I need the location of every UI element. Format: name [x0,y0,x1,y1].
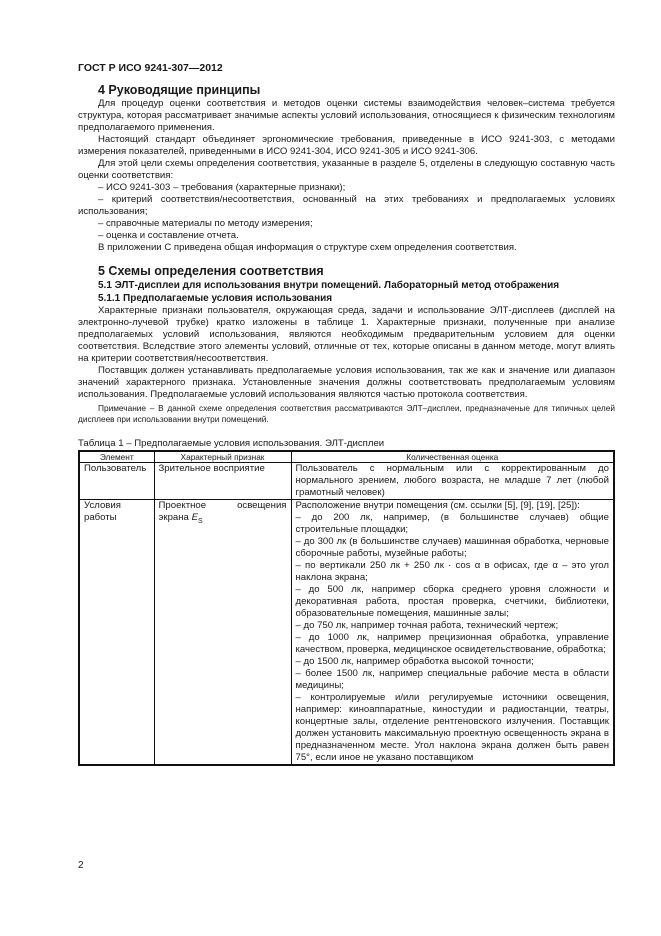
paragraph: – справочные материалы по методу измерения; [98,218,313,229]
cell-element: Пользователь [79,463,154,500]
cell-assessment [291,463,614,500]
paragraph: В приложении С приведена общая информация о структуре схем определения соответствия. [98,242,517,253]
table-row [79,500,614,766]
assessment-line: Расположение внутри помещения (см. ссылки [5], [9], [19], [25]): [295,500,580,511]
conditions-table [78,450,615,766]
assessment-line: – до 1500 лк, например обработка высокой точности; [295,656,534,667]
section-5-title: 5 Схемы определения соответствия [98,264,324,278]
assessment-line: – до 500 лк, например сборка среднего уровня сложности и декоративная работа, простая проверка, счетчики, библиотеки, образовательные помещения, машинные залы; [295,584,609,619]
assessment-line: Пользователь с нормальным или с корректированным до нормального зрением, любого возраста, не младше 7 лет (любой грамотный человек) [295,463,609,498]
paragraph: – критерий соответствия/несоответствия, основанный на этих требованиях и предполагаемых условиях использования; [78,194,615,217]
feature-text: Проектное освещения экрана [158,500,287,523]
cell-element: Условия работы [79,500,154,766]
table-row [79,463,614,500]
paragraph: Настоящий стандарт объединяет эргономические требования, приведенные в ИСО 9241-303, с методами измерения показателей, приведенными в ИСО 9241-304, ИСО 9241-305 и ИСО 9241-306. [78,134,615,157]
assessment-line: – до 1000 лк, например прецизионная обработка, управление качеством, проверка, медицинское освидетельствование, обработка; [295,632,609,655]
assessment-line: – до 200 лк, например, (в большинстве случаев) общие строительные площадки; [295,512,609,535]
table-header-row [79,451,614,463]
document-page [78,62,615,766]
table-caption: Таблица 1 – Предполагаемые условия использования. ЭЛТ-дисплеи [78,438,385,449]
section-5-1-title: 5.1 ЭЛТ-дисплеи для использования внутри помещений. Лабораторный метод отображения [98,280,560,291]
cell-assessment [291,500,614,766]
document-code: ГОСТ Р ИСО 9241-307—2012 [78,62,223,74]
paragraph: Для этой цели схемы определения соответствия, указанные в разделе 5, отделены в следующую составную часть оценки соответствия: [78,158,615,181]
section-4-title: 4 Руководящие принципы [98,83,261,97]
header-feature: Характерный признак [154,451,291,463]
paragraph: Для процедур оценки соответствия и методов оценки системы взаимодействия человек–система требуется структура, которая рассматривает значимые аспекты условий использования, относящиеся к физическим технологиям предполагаемого применения. [78,98,615,133]
assessment-line: – по вертикали 250 лк + 250 лк · cos α в офисах, где α – это угол наклона экрана; [295,560,609,583]
note: Примечание – В данной схеме определения соответствия рассматриваются ЭЛТ–дисплеи, предназначеные для типичных целей дисплеев при использовании внутри помещений. [78,403,615,424]
feature-symbol: E [191,512,198,523]
paragraph: – ИСО 9241-303 – требования (характерные признаки); [98,182,346,193]
section-5-1-1-title: 5.1.1 Предполагаемые условия использования [98,293,333,304]
assessment-line: – контролируемые и/или регулируемые источники освещения, например: киноаппаратные, киностудии и радиостанции, театры, концертные залы, отделение рентгеновского излучения. Поставщик должен установить максимальную проектную освещенность экрана в предназначенном месте. Угол наклона экрана должен быть равен 75°, если иное не указано поставщиком [295,692,609,763]
cell-feature [154,463,291,500]
paragraph: – оценка и составление отчета. [98,230,239,241]
assessment-line: – до 300 лк (в большинстве случаев) машинная обработка, черновые сборочные работы, музейные работы; [295,536,609,559]
assessment-line: – более 1500 лк, например специальные рабочие места в области медицины; [295,668,609,691]
paragraph: Поставщик должен устанавливать предполагаемые условия использования, так же как и значение или диапазон значений характерного признака. Установленные значения должны соответствовать предполагаемым условиям использования. Предполагаемые условий использования являются частью протокола соответствия. [78,365,615,400]
page-number: 2 [78,860,84,871]
header-assessment: Количественная оценка [291,451,614,463]
assessment-line: – до 750 лк, например точная работа, технический чертеж; [295,620,559,631]
paragraph: Характерные признаки пользователя, окружающая среда, задачи и использование ЭЛТ-дисплеев (дисплей на электронно-лучевой трубке) кратко изложены в таблице 1. Характерные признаки, полученные при анализе предполагаемых условий использования, являются необходимым предварительным условием для оценки соответствия. Вследствие этого элементы условий, отличные от тех, которые описаны в данном методе, могут влиять на критерии соответствия/несоответствия. [78,305,615,364]
feature-subscript: S [197,517,203,525]
feature-text: Зрительное восприятие [158,463,265,474]
section-4-body [78,98,615,254]
header-element: Элемент [79,451,154,463]
section-5-body [78,305,615,401]
cell-feature [154,500,291,766]
